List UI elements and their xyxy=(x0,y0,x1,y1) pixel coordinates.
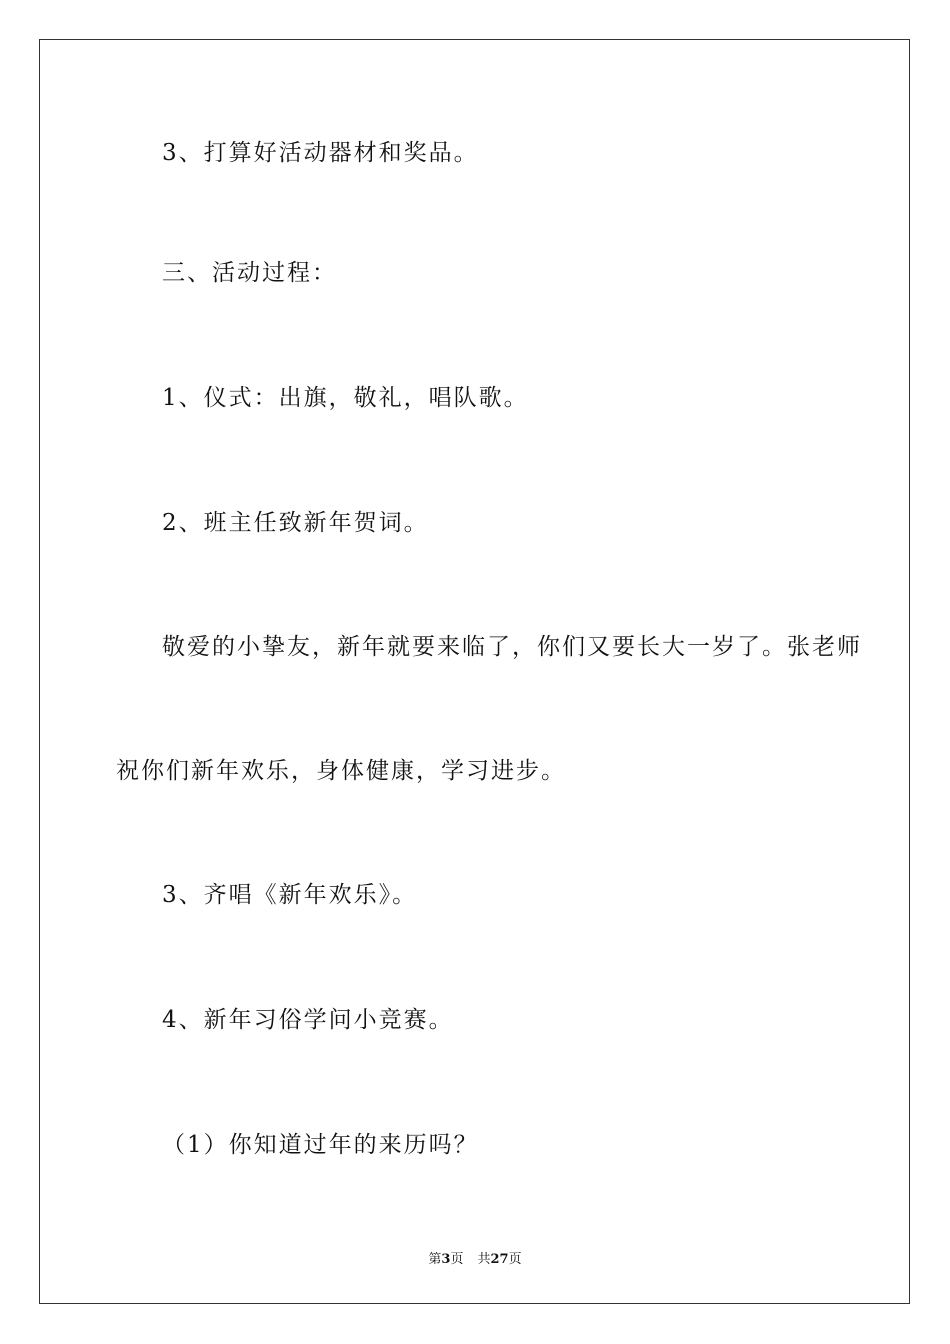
text-line-new-year-greeting: 2、班主任致新年贺词。 xyxy=(162,510,429,536)
footer-page-prefix: 第 xyxy=(428,1252,442,1267)
footer-total-pages: 27 xyxy=(490,1252,509,1267)
text-line-customs-quiz: 4、新年习俗学问小竞赛。 xyxy=(162,1007,454,1033)
section-heading-activity-process: 三、活动过程： xyxy=(162,260,337,286)
text-line-quiz-question-1: （1）你知道过年的来历吗？ xyxy=(162,1132,479,1158)
text-line-sing-song: 3、齐唱《新年欢乐》。 xyxy=(162,882,418,908)
text-line-ceremony: 1、仪式：出旗，敬礼，唱队歌。 xyxy=(162,385,529,411)
text-line-prepare-equipment: 3、打算好活动器材和奖品。 xyxy=(162,140,479,166)
footer-page-number: 3 xyxy=(441,1252,451,1267)
text-line-greeting-paragraph-start: 敬爱的小挚友，新年就要来临了，你们又要长大一岁了。张老师 xyxy=(162,634,862,660)
footer-page-suffix: 页 xyxy=(450,1252,464,1267)
footer-total-suffix: 页 xyxy=(508,1252,522,1267)
page-border xyxy=(39,39,910,1304)
page-footer xyxy=(0,1248,950,1267)
footer-total-prefix: 共 xyxy=(477,1252,491,1267)
text-line-greeting-paragraph-end: 祝你们新年欢乐，身体健康，学习进步。 xyxy=(116,758,566,784)
